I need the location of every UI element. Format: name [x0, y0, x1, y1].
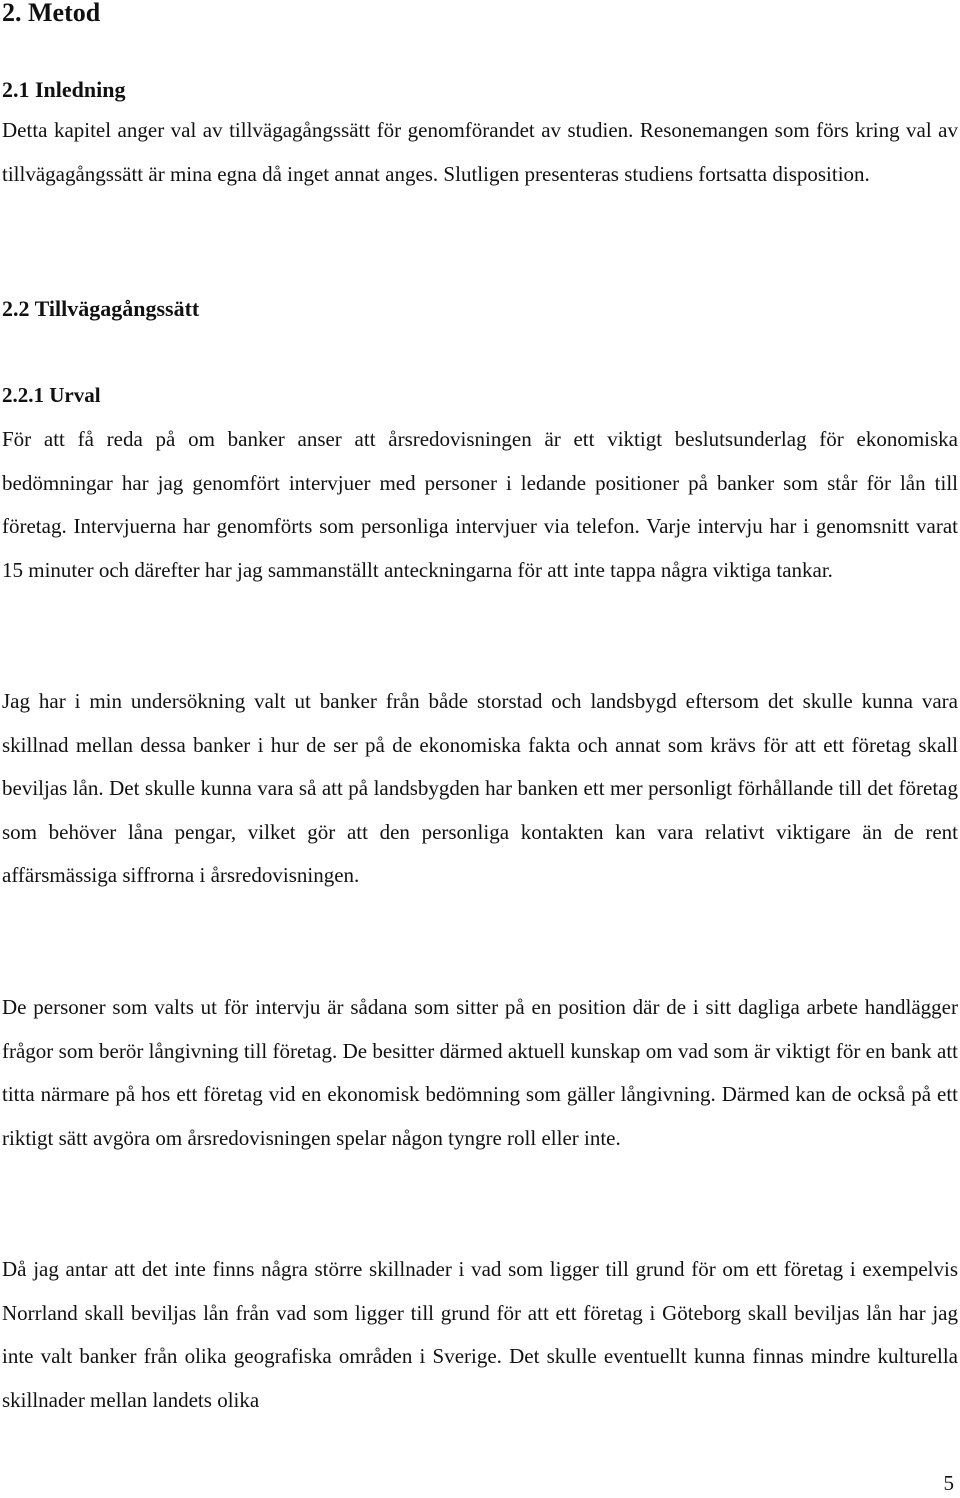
paragraph-urval-3: De personer som valts ut för intervju är sådana som sitter på en position där de i sitt dagliga arbete handlägger frågor som berör långivning till företag. De besitter därmed aktuell kunskap om vad som är viktigt för en bank att titta närmare på hos ett företag vid en ekonomisk bedömning som gäller långivning. Därmed kan de också på ett riktigt sätt avgöra om årsredovisningen spelar någon tyngre roll eller inte.	[2, 995, 958, 1150]
section-heading-tillvagagangssatt: 2.2 Tillvägagångssätt	[2, 296, 200, 321]
chapter-title: 2. Metod	[2, 0, 101, 27]
page-number: 5	[943, 1471, 954, 1495]
subsection-heading-urval: 2.2.1 Urval	[2, 383, 101, 407]
paragraph-inledning: Detta kapitel anger val av tillvägagångssätt för genomförandet av studien. Resonemangen som förs kring val av tillvägagångssätt är mina egna då inget annat anges. Slutligen presenteras studiens fortsatta disposition.	[2, 118, 958, 186]
paragraph-urval-1: För att få reda på om banker anser att årsredovisningen är ett viktigt beslutsunderlag för ekonomiska bedömningar har jag genomfört intervjuer med personer i ledande positioner på banker som står för lån till företag. Intervjuerna har genomförts som personliga intervjuer via telefon. Varje intervju har i genomsnitt varat 15 minuter och därefter har jag sammanställt anteckningarna för att inte tappa några viktiga tankar.	[2, 427, 958, 582]
paragraph-urval-4: Då jag antar att det inte finns några större skillnader i vad som ligger till grund för om ett företag i exempelvis Norrland skall beviljas lån från vad som ligger till grund för att ett företag i Göteborg skall beviljas lån har jag inte valt banker från olika geografiska områden i Sverige. Det skulle eventuellt kunna finnas mindre kulturella skillnader mellan landets olika	[2, 1257, 958, 1412]
paragraph-urval-2: Jag har i min undersökning valt ut banker från både storstad och landsbygd eftersom det skulle kunna vara skillnad mellan dessa banker i hur de ser på de ekonomiska fakta och annat som krävs för att ett företag skall beviljas lån. Det skulle kunna vara så att på landsbygden har banken ett mer personligt förhållande till det företag som behöver låna pengar, vilket gör att den personliga kontakten kan vara relativt viktigare än de rent affärsmässiga siffrorna i årsredovisningen.	[2, 689, 958, 887]
section-heading-inledning: 2.1 Inledning	[2, 77, 126, 102]
